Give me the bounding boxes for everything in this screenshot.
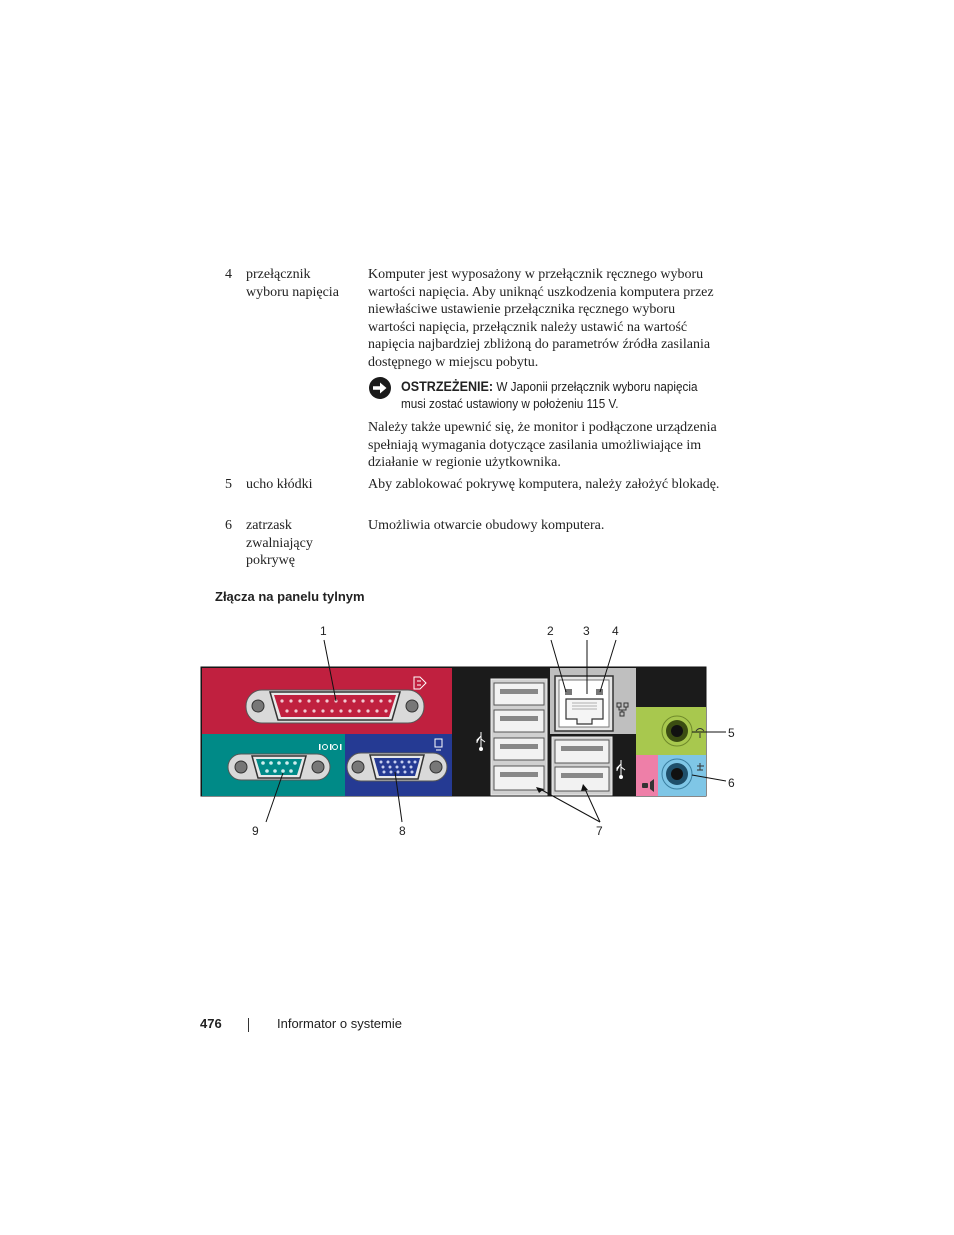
row-5-number: 5 [225,477,232,492]
page-number: 476 [200,1016,222,1031]
serial-connector [228,754,330,780]
warning-arrow-icon [368,376,392,400]
usb-stack-left [491,679,547,795]
row-6-description: Umożliwia otwarcie obudowy komputera. [368,518,605,533]
usb-stack-right [552,737,612,795]
row-6-term: zatrzask zwalniający pokrywę [246,518,313,568]
vga-connector [347,753,447,781]
row-4-description: Komputer jest wyposażony w przełącznik ręcznego wyboru wartości napięcia. Aby uniknąć uszkodzenia komputera przez niewłaściwe ustawienie przełącznika ręcznego wyboru wartości napięcia, przełącznik należy ustawić na wartość napięcia najbardziej zbliżoną do parametrów źródła zasilania dostępnego w miejscu pobytu. [368,267,714,370]
row-4-term: przełącznik wyboru napięcia [246,267,339,300]
warning-body: W Japonii przełącznik wyboru napięcia musi zostać ustawiony w położeniu 115 V. [401,380,698,411]
callout-6: 6 [728,776,735,790]
callout-4: 4 [612,624,619,638]
microphone-panel [636,755,658,796]
footer-title: Informator o systemie [277,1016,402,1031]
callout-7: 7 [596,824,603,838]
warning-label: OSTRZEŻENIE: [401,379,494,394]
line-in-jack [662,759,692,789]
callout-9: 9 [252,824,259,838]
footer-separator [248,1018,249,1032]
callout-5: 5 [728,726,735,740]
back-panel-figure [190,620,740,840]
callout-8: 8 [399,824,406,838]
line-out-jack [662,716,692,746]
callout-2: 2 [547,624,554,638]
row-6-number: 6 [225,518,232,533]
warning-text [401,378,708,413]
row-4-description-continued: Należy także upewnić się, że monitor i podłączone urządzenia spełniają wymagania dotyczące zasilania umożliwiające im działanie w regionie użytkownika. [368,420,717,470]
callout-3: 3 [583,624,590,638]
row-4-number: 4 [225,267,232,282]
row-5-term: ucho kłódki [246,477,313,492]
row-5-description: Aby zablokować pokrywę komputera, należy założyć blokadę. [368,477,720,492]
section-title: Złącza na panelu tylnym [215,589,365,604]
callout-1: 1 [320,624,327,638]
